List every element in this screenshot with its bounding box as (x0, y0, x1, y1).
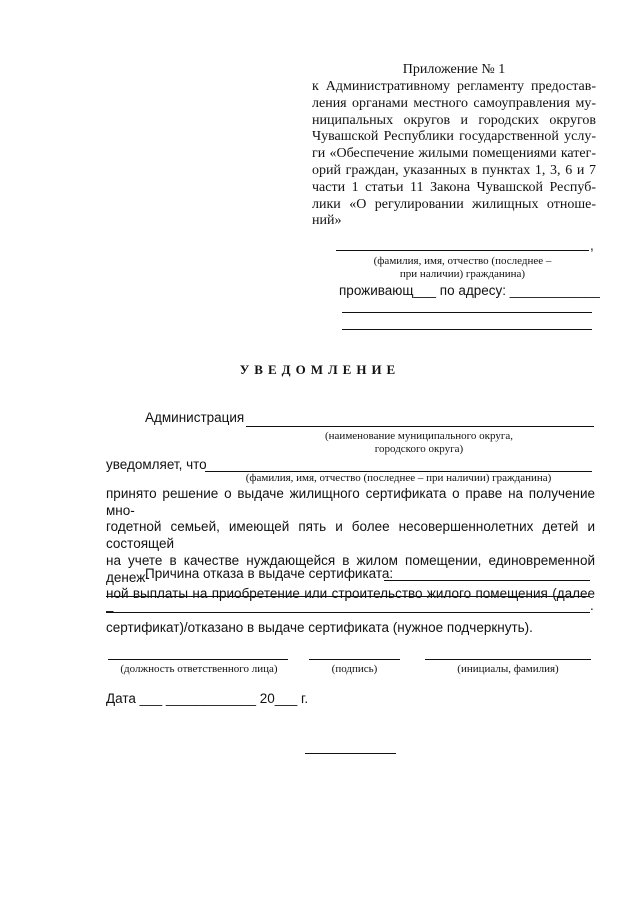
refusal-reason-period: . (590, 598, 594, 613)
appendix-line: лики «О регулировании жилищных отноше- (312, 196, 596, 212)
decision-line: сертификат)/отказано в выдаче сертификата (нужное подчеркнуть). (106, 619, 533, 635)
citizen-name-caption: (фамилия, имя, отчество (последнее – при наличии) гражданина) (245, 472, 552, 484)
recipient-address-label: проживающ___ по адресу: ____________ (339, 283, 600, 298)
appendix-line: ний» (312, 213, 342, 229)
date-line: Дата ___ ____________ 20___ г. (106, 691, 309, 706)
administration-caption: городского округа) (374, 443, 464, 455)
appendix-line: ниципальных округов и городских округов (312, 112, 596, 128)
recipient-name-caption: (фамилия, имя, отчество (последнее – (373, 255, 552, 267)
recipient-comma: , (590, 238, 594, 253)
appendix-line: части 1 статьи 11 Закона Чувашской Респуб- (312, 179, 596, 195)
appendix-line: к Административному регламенту предостав- (312, 79, 596, 94)
appendix-reference (312, 79, 596, 230)
appendix-line: Чувашской Республики государственной услу- (312, 129, 596, 145)
appendix-line: ления органами местного самоуправления му- (312, 95, 596, 111)
position-field[interactable] (108, 659, 288, 660)
refusal-reason-field[interactable] (106, 596, 590, 597)
initials-surname-field[interactable] (425, 659, 591, 660)
refusal-reason-field[interactable] (384, 580, 590, 581)
recipient-name-field[interactable] (336, 250, 589, 251)
notifies-label: уведомляет, что (106, 457, 207, 472)
signature-field[interactable] (309, 659, 400, 660)
notice-title: УВЕДОМЛЕНИЕ (239, 362, 401, 377)
refusal-reason-label: Причина отказа в выдаче сертификата: (145, 566, 394, 581)
administration-field[interactable] (246, 426, 594, 427)
administration-label: Администрация (145, 410, 245, 425)
initials-surname-caption: (инициалы, фамилия) (457, 663, 559, 675)
bottom-line (305, 753, 396, 754)
decision-line: на учете в качестве нуждающейся в жилом помещении, единовременной денеж- (106, 552, 595, 585)
recipient-address-field[interactable] (342, 312, 592, 313)
decision-line: ной выплаты на приобретение или строительство жилого помещения (далее – (106, 586, 595, 618)
decision-line: принято решение о выдаче жилищного сертификата о праве на получение мно- (106, 486, 595, 518)
refusal-reason-field[interactable] (106, 612, 590, 613)
decision-paragraph (106, 486, 595, 636)
decision-line: годетной семьей, имеющей пять и более несовершеннолетних детей и состоящей (106, 519, 595, 552)
position-caption: (должность ответственного лица) (120, 663, 278, 675)
signature-caption: (подпись) (331, 663, 378, 675)
recipient-name-caption: при наличии) гражданина) (399, 268, 526, 280)
appendix-title: Приложение № 1 (402, 62, 506, 77)
administration-caption: (наименование муниципального округа, (325, 430, 513, 442)
appendix-line: ги «Обеспечение жилыми помещениями катег- (312, 146, 596, 162)
appendix-line: орий граждан, указанных в пунктах 1, 3, 6 и 7 (312, 162, 596, 178)
recipient-address-field[interactable] (342, 329, 592, 330)
